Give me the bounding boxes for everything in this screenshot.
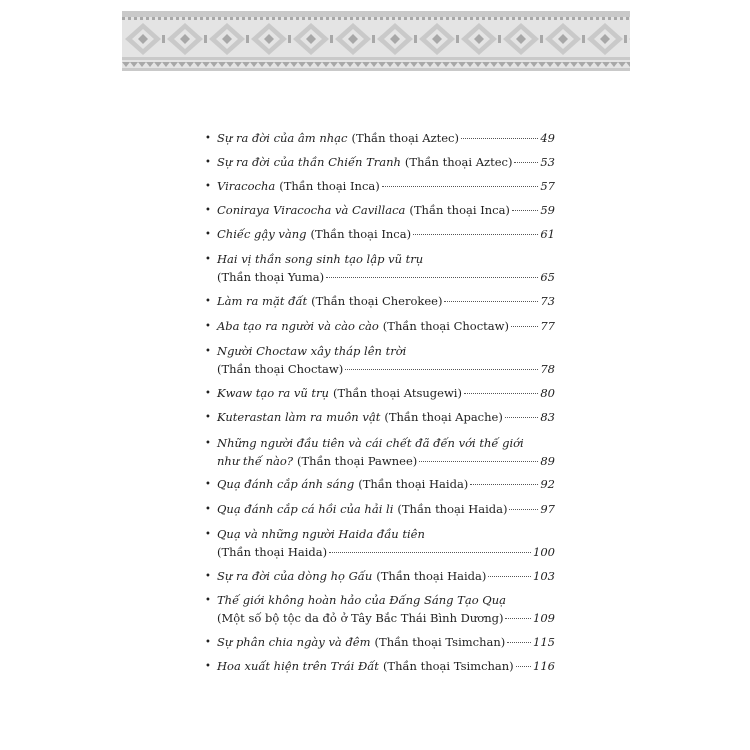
entry-origin: (Thần thoại Aztec) [351,131,459,145]
entry-origin: (Thần thoại Haida) [358,477,469,491]
dot-leader [507,642,531,643]
entry-origin: (Thần thoại Aztec) [404,155,513,169]
entry-page-number: 115 [533,635,555,649]
entry-origin: (Thần thoại Tsimchan) [382,659,514,673]
entry-title: Sự phân chia ngày và đêm [217,635,371,649]
entry-page-number: 59 [540,203,555,217]
entry-origin: (Thần thoại Apache) [384,410,503,424]
dot-leader [413,234,538,235]
bullet-icon: • [205,346,211,357]
entry-page-number: 92 [540,477,555,491]
bullet-icon: • [205,438,211,449]
entry-page-number: 73 [540,294,555,308]
dot-leader [505,417,539,418]
bullet-icon: • [205,595,211,606]
entry-title: Chiếc gậy vàng [217,227,307,241]
entry-page-number: 80 [540,386,555,400]
dot-leader [382,186,539,187]
entry-title: Aba tạo ra người và cào cào [217,319,379,333]
entry-page-number: 57 [540,179,555,193]
entry-title: Quạ và những người Haida đầu tiên [217,527,425,541]
bullet-icon: • [205,571,211,582]
dot-leader [509,509,538,510]
entry-page-number: 100 [533,545,555,559]
entry-page-number: 116 [533,659,555,673]
dot-leader [345,369,538,370]
bullet-icon: • [205,479,211,490]
entry-page-number: 53 [540,155,555,169]
entry-title: Người Choctaw xây tháp lên trời [217,344,407,358]
bullet-icon: • [205,229,211,240]
entry-title: Sự ra đời của dòng họ Gấu [217,569,373,583]
bullet-icon: • [205,412,211,423]
entry-page-number: 83 [540,410,555,424]
entry-page-number: 77 [540,319,555,333]
entry-origin: (Thần thoại Haida) [217,545,328,559]
entry-page-number: 49 [540,131,555,145]
bullet-icon: • [205,388,211,399]
entry-origin: (Thần thoại Inca) [310,227,412,241]
dot-leader [516,666,531,667]
entry-origin: (Thần thoại Pawnee) [297,454,418,468]
dot-leader [514,162,538,163]
bullet-icon: • [205,321,211,332]
entry-title: Kuterastan làm ra muôn vật [217,410,381,424]
entry-page-number: 97 [540,502,555,516]
bullet-icon: • [205,133,211,144]
dot-leader [326,277,538,278]
bullet-icon: • [205,181,211,192]
dot-leader [505,618,531,619]
entry-origin: (Thần thoại Yuma) [217,270,325,284]
bullet-icon: • [205,504,211,515]
entry-title: Sự ra đời của âm nhạc [217,131,348,145]
entry-title: Quạ đánh cắp ánh sáng [217,477,355,491]
dot-leader [461,138,538,139]
entry-title: Viracocha [217,179,276,193]
bullet-icon: • [205,254,211,265]
entry-title: Kwaw tạo ra vũ trụ [217,386,329,400]
entry-origin: (Thần thoại Choctaw) [217,362,344,376]
decorative-border-pattern [122,11,630,71]
bullet-icon: • [205,637,211,648]
entry-page-number: 103 [533,569,555,583]
entry-origin: (Thần thoại Cherokee) [311,294,443,308]
entry-origin: (Thần thoại Haida) [397,502,508,516]
entry-title: Quạ đánh cắp cá hồi của hải li [217,502,394,516]
bullet-icon: • [205,529,211,540]
dot-leader [511,326,538,327]
entry-title: Hoa xuất hiện trên Trái Đất [217,659,379,673]
dot-leader [512,210,538,211]
dot-leader [329,552,531,553]
dot-leader [464,393,538,394]
entry-page-number: 109 [533,611,555,625]
entry-page-number: 61 [540,227,555,241]
entry-title: Hai vị thần song sinh tạo lập vũ trụ [217,252,424,266]
dot-leader [470,484,538,485]
entry-title: Sự ra đời của thần Chiến Tranh [217,155,401,169]
bullet-icon: • [205,205,211,216]
entry-origin: (Thần thoại Choctaw) [382,319,509,333]
entry-origin: (Một số bộ tộc da đỏ ở Tây Bắc Thái Bình Dương) [217,611,504,625]
entry-origin: (Thần thoại Inca) [409,203,510,217]
entry-page-number: 78 [540,362,555,376]
entry-origin: (Thần thoại Haida) [376,569,487,583]
entry-title: Thế giới không hoàn hảo của Đấng Sáng Tạo Quạ [217,593,506,607]
entry-title: Những người đầu tiên và cái chết đã đến với thế giới [217,436,524,450]
bullet-icon: • [205,661,211,672]
entry-title-continued: như thế nào? [217,454,293,468]
dot-leader [488,576,531,577]
bullet-icon: • [205,157,211,168]
entry-page-number: 89 [540,454,555,468]
entry-page-number: 65 [540,270,555,284]
entry-origin: (Thần thoại Inca) [279,179,380,193]
entry-title: Coniraya Viracocha và Cavillaca [217,203,406,217]
bullet-icon: • [205,296,211,307]
dot-leader [444,301,538,302]
entry-origin: (Thần thoại Tsimchan) [374,635,506,649]
entry-title: Làm ra mặt đất [217,294,308,308]
dot-leader [419,461,538,462]
entry-origin: (Thần thoại Atsugewi) [332,386,462,400]
